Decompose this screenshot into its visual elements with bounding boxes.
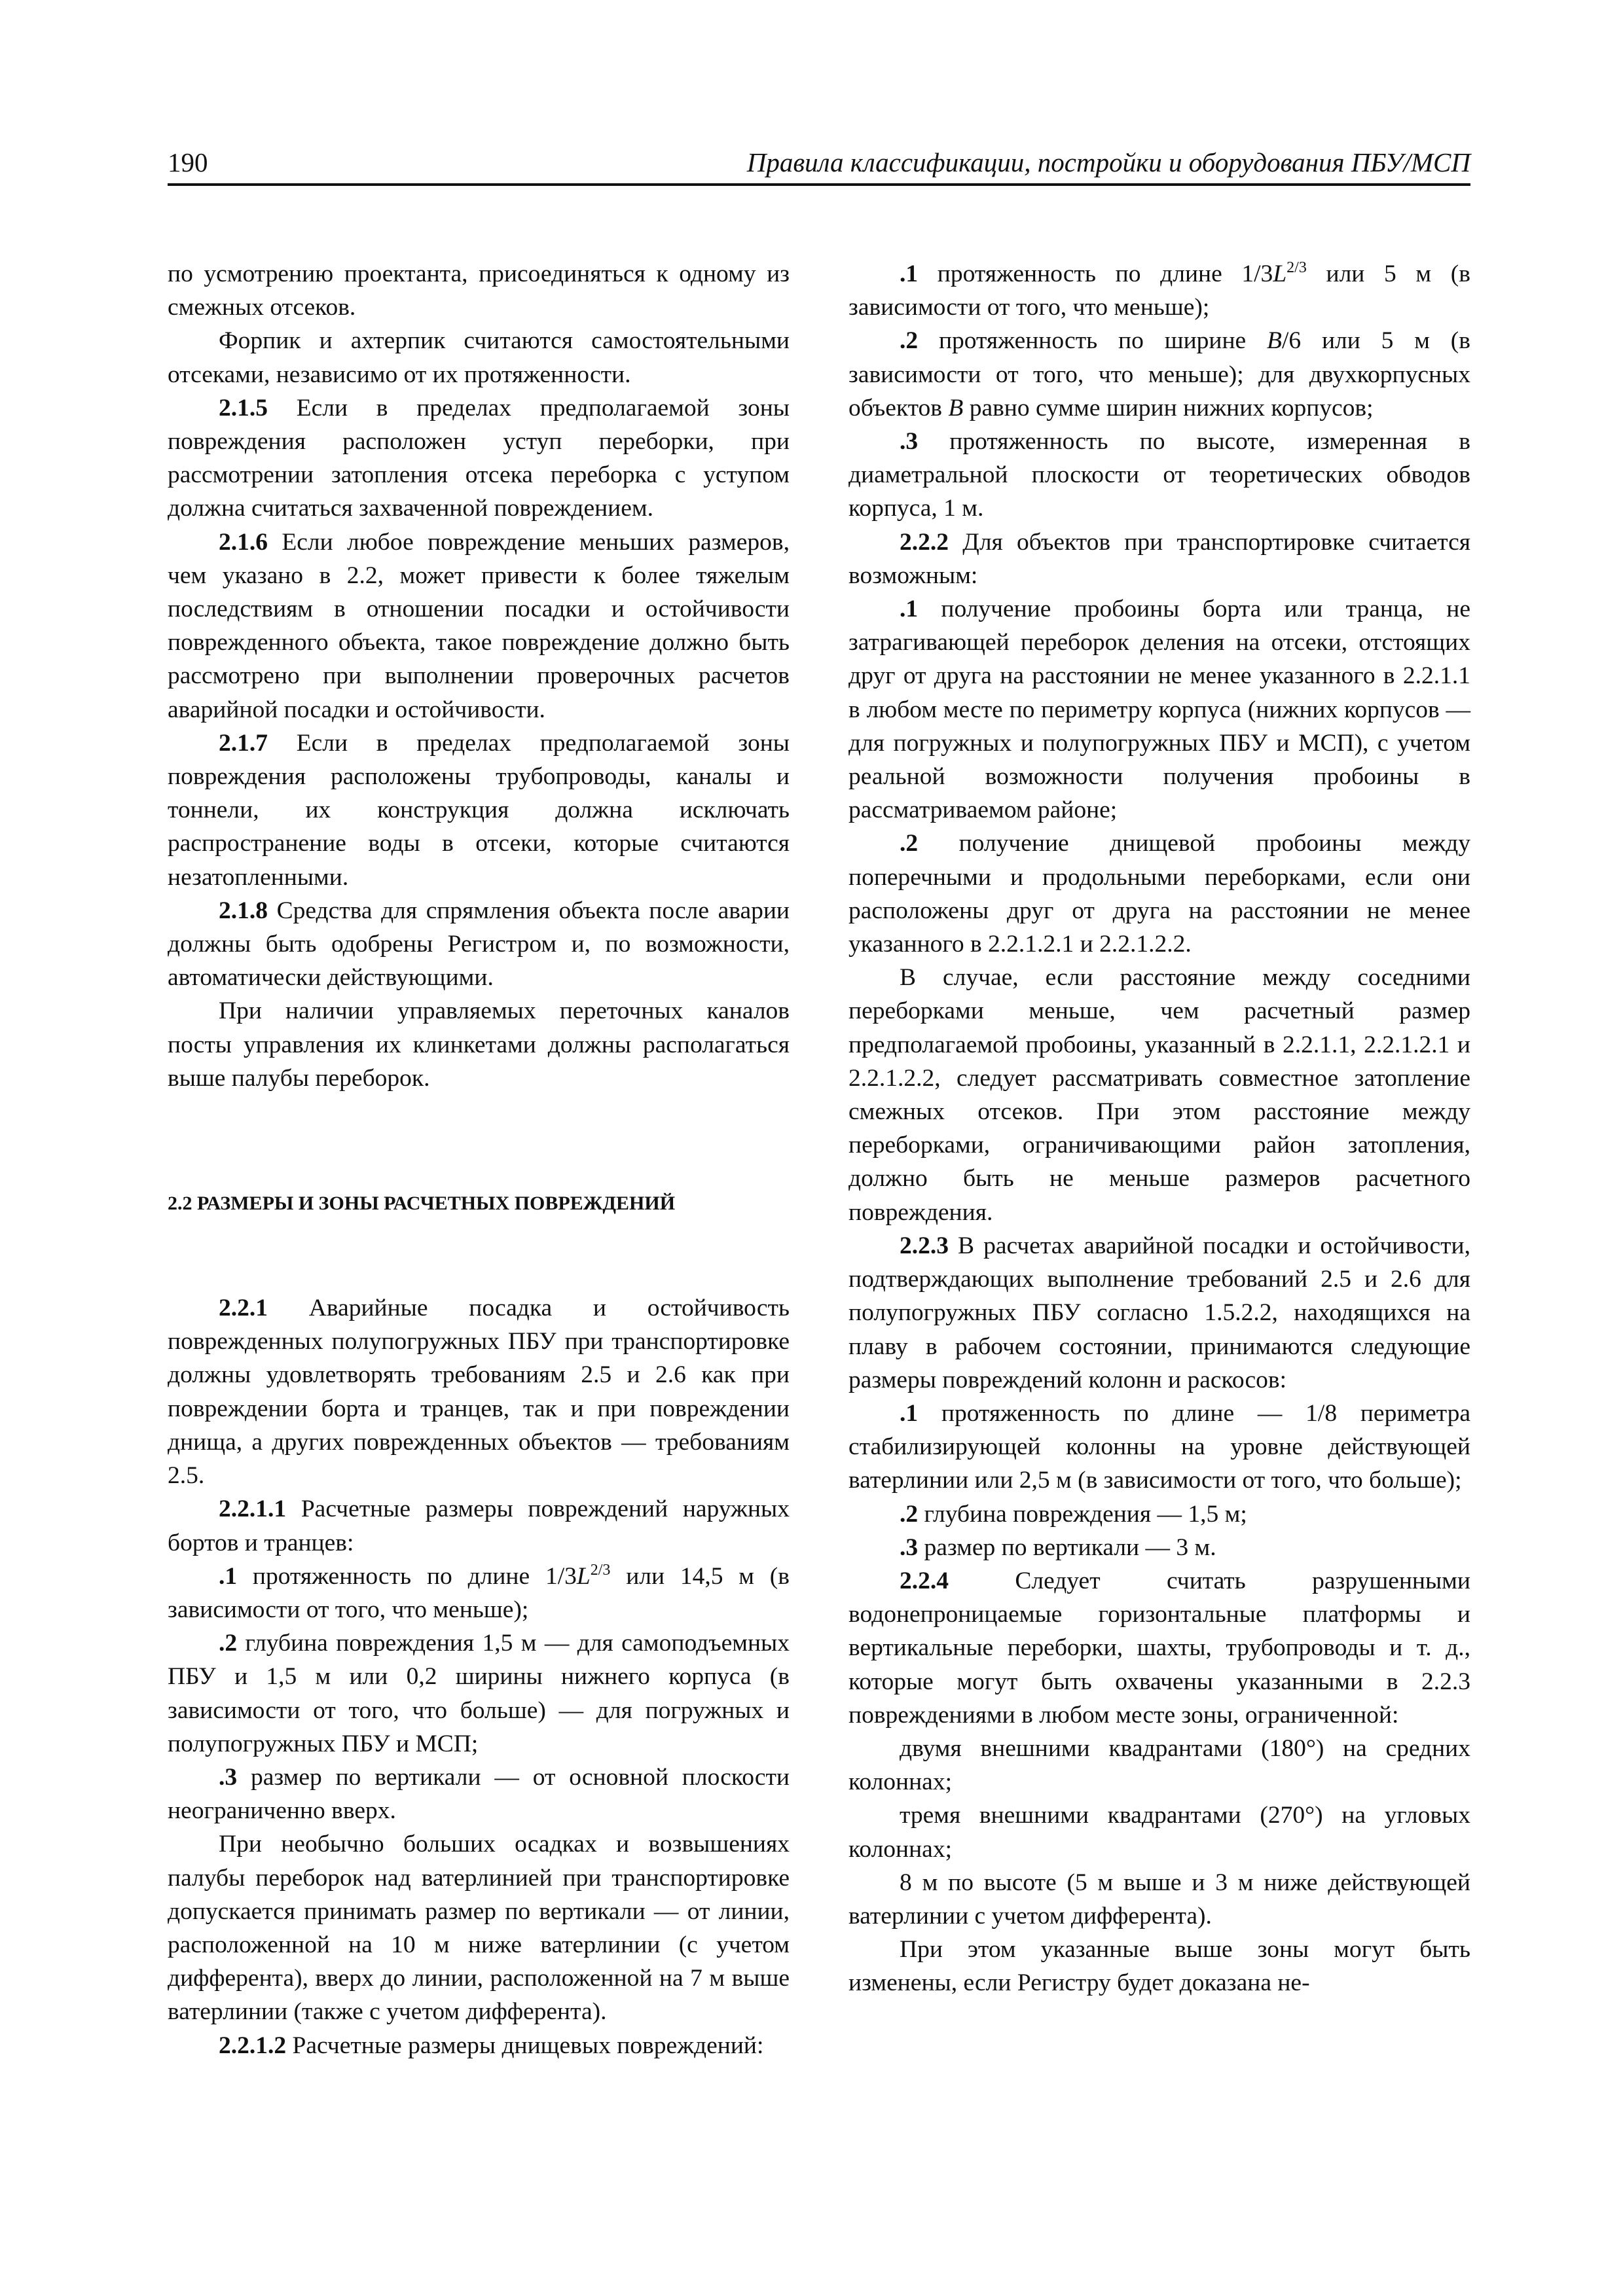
item-text: /6 или 5 м (в зависимости от того, что меньше); для двухкорпусных объектов — [848, 327, 1470, 422]
paragraph-text: двумя внешними квадрантами (180°) на средних колоннах; — [848, 1734, 1470, 1796]
formula-symbol: L — [1273, 260, 1287, 287]
formula-symbol: B — [948, 394, 964, 422]
item-text: получение днищевой пробоины между поперечными и продольными переборками, если они расположены друг от друга на расстоянии не менее указанного в 2.2.1.2.1 и 2.2.1.2.2. — [848, 830, 1470, 958]
section-heading: 2.2 РАЗМЕРЫ И ЗОНЫ РАСЧЕТНЫХ ПОВРЕЖДЕНИЙ — [168, 1193, 676, 1215]
item-text: протяженность по высоте, измеренная в диаметральной плоскости от теоретических обводов корпуса, 1 м. — [848, 428, 1470, 522]
list-item — [848, 1397, 1470, 1498]
item-number: .2 — [900, 327, 919, 355]
formula-exponent: 2/3 — [1286, 259, 1307, 276]
clause-number: 2.1.8 — [219, 897, 268, 924]
clause-2-2-3 — [848, 1229, 1470, 1397]
paragraph — [168, 324, 790, 391]
clause-text: В расчетах аварийной посадки и остойчивости, подтверждающих выполнение требований 2.5 и 2.6 для полупогружных ПБУ согласно 1.5.2.2, находящихся на плаву в рабочем состоянии, принимаются следующие размеры повреждений колонн и раскосов: — [848, 1232, 1470, 1393]
clause-text: Если любое повреждение меньших размеров, чем указано в 2.2, может привести к более тяжелым последствиям в отношении посадки и остойчивости поврежденного объекта, такое повреждение должно быть рассмотрено при выполнении проверочных расчетов аварийной посадки и остойчивости. — [168, 528, 790, 723]
paragraph-text: В случае, если расстояние между соседними переборками меньше, чем расчетный размер предполагаемой пробоины, указанный в 2.2.1.1, 2.2.1.2.1 и 2.2.1.2.2, следует рассматривать совместное затопление смежных отсеков. При этом расстояние между переборками, ограничивающими район затопления, должно быть не меньше размеров расчетного повреждения. — [848, 964, 1470, 1226]
item-text: получение пробоины борта или транца, не затрагивающей переборок деления на отсеки, отстоящих друг от друга на расстоянии не менее указанного в 2.2.1.1 в любом месте по периметру корпуса (нижних корпусов — для погружных и полупогружных ПБУ и МСП), с учетом реальной возможности получения пробоины в рассматриваемом районе; — [848, 596, 1470, 824]
item-text: протяженность по длине 1/3 — [918, 260, 1273, 287]
paragraph — [168, 1827, 790, 2028]
item-number: .3 — [900, 428, 919, 456]
item-text: глубина повреждения — 1,5 м; — [918, 1500, 1247, 1528]
page-header — [168, 143, 1470, 186]
list-item — [168, 1560, 790, 1626]
clause-2-2-2 — [848, 526, 1470, 592]
item-number: .2 — [900, 1500, 919, 1528]
list-item — [848, 827, 1470, 961]
clause-number: 2.2.2 — [900, 528, 949, 556]
paragraph — [848, 1732, 1470, 1799]
clause-2-2-4 — [848, 1564, 1470, 1732]
paragraph-text: тремя внешними квадрантами (270°) на угловых колоннах; — [848, 1802, 1470, 1863]
clause-number: 2.1.7 — [219, 729, 268, 757]
item-text: протяженность по длине 1/3 — [237, 1562, 577, 1590]
paragraph-text: При наличии управляемых переточных каналов посты управления их клинкетами должны располагаться выше палубы переборок. — [168, 997, 790, 1092]
paragraph — [848, 1799, 1470, 1865]
item-number: .3 — [900, 1534, 919, 1561]
paragraph-text: 8 м по высоте (5 м выше и 3 м ниже действующей ватерлинии с учетом дифферента). — [848, 1869, 1470, 1929]
item-text: или 14,5 м (в зависимости от того, что меньше); — [168, 1562, 790, 1623]
clause-number: 2.1.6 — [219, 528, 268, 556]
paragraph-text: Форпик и ахтерпик считаются самостоятельными отсеками, независимо от их протяженности. — [168, 327, 790, 388]
item-text: глубина повреждения 1,5 м — для самоподъемных ПБУ и 1,5 м или 0,2 ширины нижнего корпуса (в зависимости от того, что больше) — для погружных и полупогружных ПБУ и МСП; — [168, 1630, 790, 1757]
list-item — [848, 324, 1470, 425]
clause-number: 2.2.1.1 — [219, 1496, 287, 1523]
clause-number: 2.2.3 — [900, 1232, 949, 1259]
clause-text: Если в пределах предполагаемой зоны повреждения расположен уступ переборки, при рассмотрении затопления отсека переборка с уступом должна считаться захваченной повреждением. — [168, 394, 790, 522]
clause-number: 2.1.5 — [219, 394, 268, 422]
clause-text: Аварийные посадка и остойчивость поврежденных полупогружных ПБУ при транспортировке должны удовлетворять требованиям 2.5 и 2.6 как при повреждении борта и транцев, так и при повреждении днища, а других поврежденных объектов — требованиям 2.5. — [168, 1295, 790, 1490]
clause-2-2-1-2 — [168, 2029, 790, 2062]
item-number: .3 — [219, 1763, 238, 1791]
list-item — [848, 592, 1470, 827]
formula-exponent: 2/3 — [590, 1561, 611, 1579]
clause-text: Расчетные размеры повреждений наружных бортов и транцев: — [168, 1496, 790, 1556]
list-item — [848, 257, 1470, 324]
list-item — [848, 1498, 1470, 1531]
paragraph-text: При этом указанные выше зоны могут быть изменены, если Регистру будет доказана не- — [848, 1936, 1470, 1997]
item-text: протяженность по длине — 1/8 периметра стабилизирующей колонны на уровне действующей ватерлинии или 2,5 м (в зависимости от того, что больше); — [848, 1399, 1470, 1494]
clause-number: 2.2.4 — [900, 1567, 949, 1594]
clause-2-2-1-1 — [168, 1492, 790, 1559]
item-number: .2 — [900, 830, 919, 857]
right-column — [848, 257, 1470, 2000]
item-text: или 5 м (в зависимости от того, что меньше); — [848, 260, 1471, 321]
paragraph-text: по усмотрению проектанта, присоединяться к одному из смежных отсеков. — [168, 260, 790, 321]
item-number: .1 — [219, 1562, 238, 1590]
paragraph — [848, 1866, 1470, 1933]
clause-number: 2.2.1 — [219, 1295, 268, 1322]
left-column — [168, 257, 790, 2062]
item-number: .2 — [219, 1630, 238, 1657]
list-item — [848, 1531, 1470, 1564]
clause-2-1-6 — [168, 526, 790, 726]
item-text: размер по вертикали — от основной плоскости неограниченно вверх. — [168, 1763, 790, 1825]
clause-2-1-8 — [168, 894, 790, 995]
paragraph — [848, 1933, 1470, 2000]
paragraph — [848, 961, 1470, 1229]
list-item — [168, 1761, 790, 1827]
formula-symbol: L — [576, 1562, 591, 1590]
clause-text: Для объектов при транспортировке считается возможным: — [848, 528, 1470, 589]
clause-2-1-7 — [168, 726, 790, 894]
running-title: Правила классификации, постройки и оборудования ПБУ/МСП — [746, 147, 1470, 177]
item-text: протяженность по ширине — [918, 327, 1267, 355]
paragraph — [168, 994, 790, 1095]
item-number: .1 — [900, 1399, 919, 1427]
clause-text: Средства для спрямления объекта после аварии должны быть одобрены Регистром и, по возможности, автоматически действующими. — [168, 897, 790, 992]
clause-number: 2.2.1.2 — [219, 2032, 287, 2059]
clause-2-1-5 — [168, 391, 790, 526]
item-text: размер по вертикали — 3 м. — [918, 1534, 1216, 1561]
clause-text: Следует считать разрушенными водонепроницаемые горизонтальные платформы и вертикальные переборки, шахты, трубопроводы и т. д., которые могут быть охвачены указанными в 2.2.3 повреждениями в любом месте зоны, ограниченной: — [848, 1567, 1470, 1729]
spacer — [168, 1217, 790, 1291]
formula-symbol: B — [1267, 327, 1282, 355]
paragraph-text: При необычно больших осадках и возвышениях палубы переборок над ватерлинией при транспортировке допускается принимать размер по вертикали — от линии, расположенной на 10 м ниже ватерлинии (с учетом дифферента), вверх до линии, расположенной на 7 м выше ватерлинии (также с учетом дифферента). — [168, 1831, 790, 2026]
item-number: .1 — [900, 596, 919, 623]
item-text: равно сумме ширин нижних корпусов; — [963, 394, 1374, 422]
page-number: 190 — [168, 147, 208, 177]
list-item — [848, 425, 1470, 526]
clause-text: Расчетные размеры днищевых повреждений: — [286, 2032, 764, 2059]
clause-text: Если в пределах предполагаемой зоны повреждения расположены трубопроводы, каналы и тоннели, их конструкция должна исключать распространение воды в отсеки, которые считаются незатопленными. — [168, 729, 790, 891]
list-item — [168, 1626, 790, 1761]
item-number: .1 — [900, 260, 919, 287]
clause-2-2-1 — [168, 1291, 790, 1492]
paragraph — [168, 257, 790, 324]
spacer — [168, 1095, 790, 1191]
